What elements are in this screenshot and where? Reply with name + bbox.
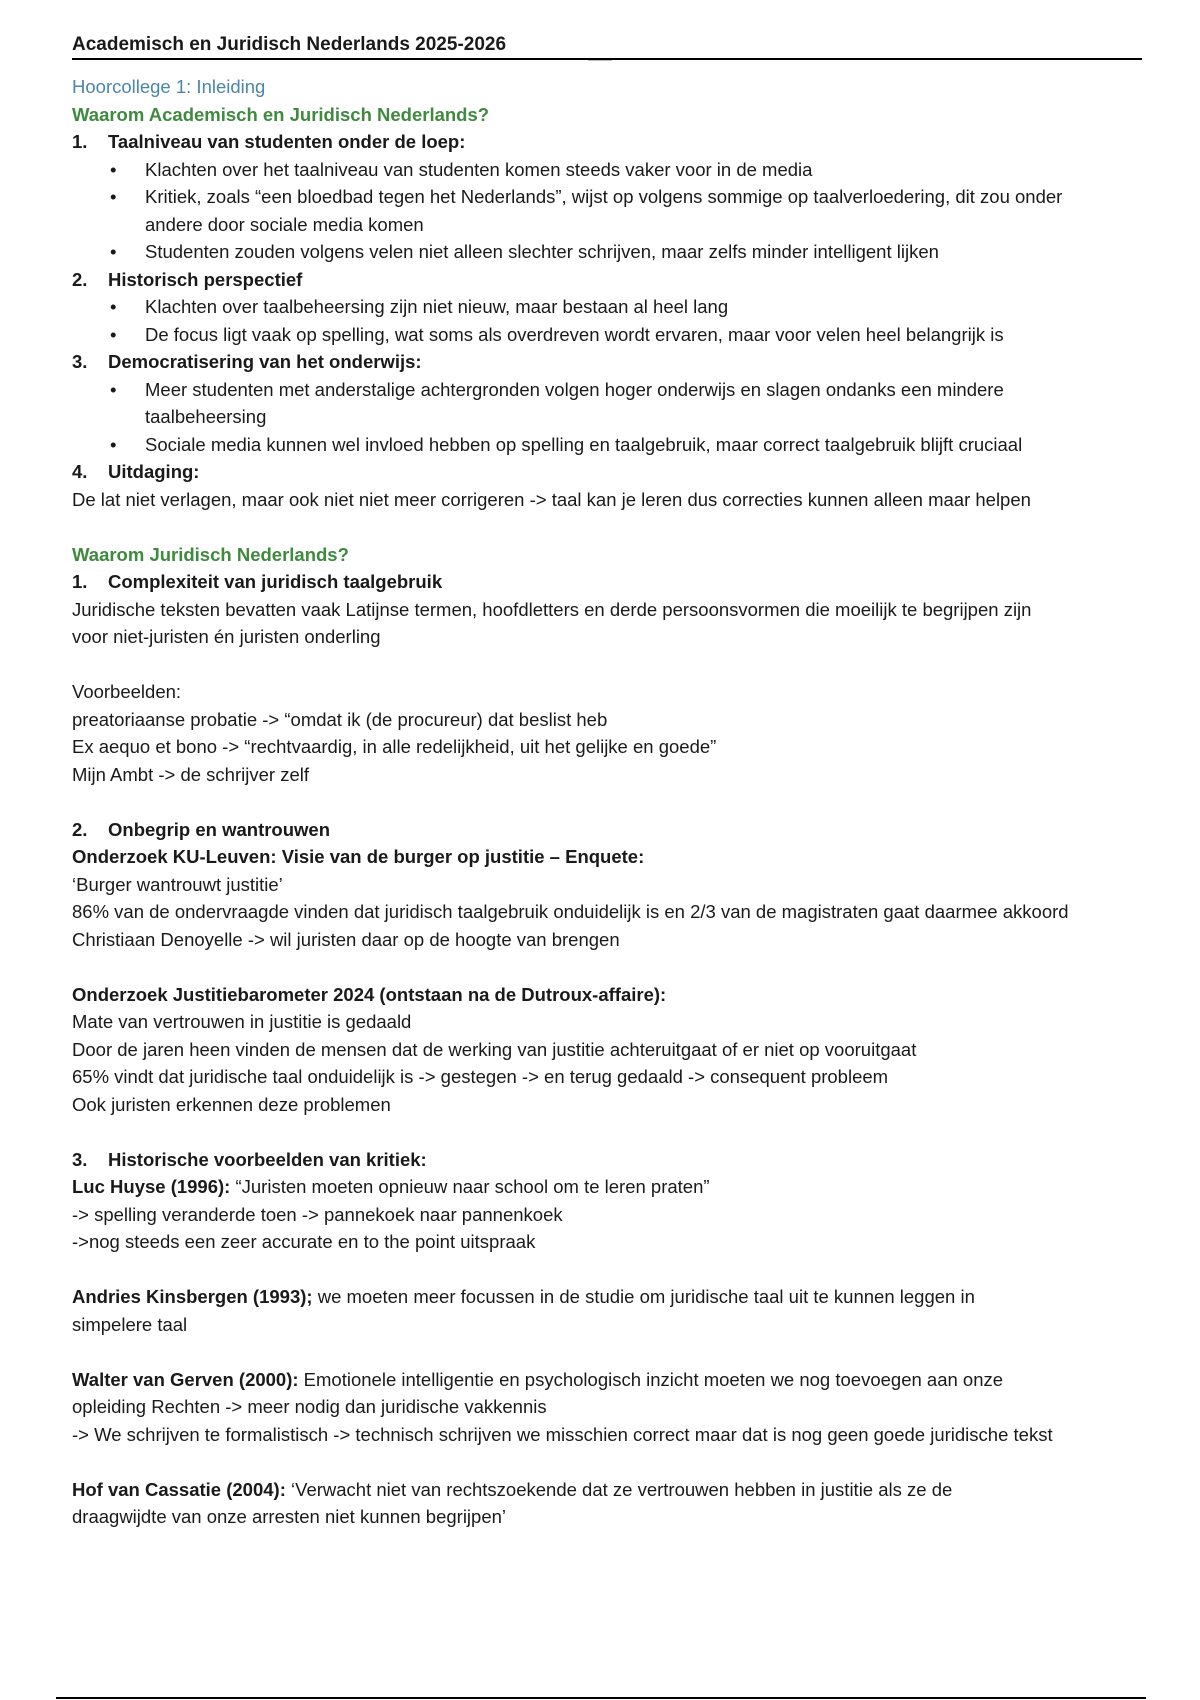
quote-text: we moeten meer focussen in de studie om juridische taal uit te kunnen leggen in simpelere taal: [72, 1286, 975, 1335]
bullet-item: • De focus ligt vaak op spelling, wat soms als overdreven wordt ervaren, maar voor velen heel belangrijk is: [72, 321, 1142, 349]
subsection-title: Complexiteit van juridisch taalgebruik: [108, 571, 443, 592]
examples-label: Voorbeelden:: [72, 681, 182, 702]
bullet-item: • Meer studenten met anderstalige achtergronden volgen hoger onderwijs en slagen ondanks een mindere taalbeheersing: [72, 376, 1075, 431]
subsection-3: [72, 1146, 1142, 1174]
example-line: Ex aequo et bono -> “rechtvaardig, in alle redelijkheid, uit het gelijke en goede”: [72, 736, 717, 757]
section1-heading: Waarom Academisch en Juridisch Nederlands?: [72, 103, 490, 125]
subsection-title: Onbegrip en wantrouwen: [108, 818, 331, 840]
list-number: 4.: [72, 461, 88, 482]
author-name: Luc Huyse (1996):: [72, 1176, 231, 1197]
subsection-title: Historische voorbeelden van kritiek:: [108, 1148, 427, 1170]
ku-line: Christiaan Denoyelle -> wil juristen daar op de hoogte van brengen: [72, 928, 620, 950]
list-item-3: [72, 348, 1142, 376]
paragraph-complexity: Juridische teksten bevatten vaak Latijnse termen, hoofdletters en derde persoonsvormen die moeilijk te begrijpen zijn voor niet-juristen én juristen onderling: [72, 598, 1032, 647]
bullet-item: • Studenten zouden volgens velen niet alleen slechter schrijven, maar zelfs minder intelligent lijken: [72, 238, 1142, 266]
list-number: 1.: [72, 571, 88, 592]
justitiebarometer-heading: Onderzoek Justitiebarometer 2024 (ontstaan na de Dutroux-affaire):: [72, 983, 667, 1005]
author-name: Hof van Cassatie (2004):: [72, 1478, 286, 1500]
quote-text: Emotionele intelligentie en psychologisch inzicht moeten we nog toevoegen aan onze opleiding Rechten -> meer nodig dan juridische vakkennis: [72, 1368, 1004, 1417]
cassatie-paragraph: [72, 1476, 1032, 1531]
subsection-2: [72, 816, 1142, 844]
header-divider-mark: [588, 60, 612, 61]
huyse-line: ->nog steeds een zeer accurate en to the point uitspraak: [72, 1231, 536, 1252]
section2-heading: Waarom Juridisch Nederlands?: [72, 543, 349, 565]
list-number: 2.: [72, 818, 88, 840]
list-item-1: [72, 128, 1142, 156]
bullet-item: • Klachten over het taalniveau van studenten komen steeds vaker voor in de media: [72, 156, 1142, 184]
subsection-1: [72, 568, 1142, 596]
list-number: 1.: [72, 131, 88, 152]
gerven-line2: -> We schrijven te formalistisch -> technisch schrijven we misschien correct maar dat is nog geen goede juridische tekst: [72, 1423, 1053, 1445]
challenge-text: De lat niet verlagen, maar ook niet niet meer corrigeren -> taal kan je leren dus correcties kunnen alleen maar helpen: [72, 488, 1031, 510]
page-header: [72, 32, 1142, 60]
document-title: Academisch en Juridisch Nederlands 2025-2026: [72, 34, 507, 55]
ku-line: ‘Burger wantrouwt justitie’: [72, 873, 283, 895]
list-number: 2.: [72, 268, 88, 290]
bullet-item: • Kritiek, zoals “een bloedbad tegen het Nederlands”, wijst op volgens sommige op taalverloedering, dit zou onder andere door sociale media komen: [72, 183, 1075, 238]
jb-line: Door de jaren heen vinden de mensen dat de werking van justitie achteruitgaat of er niet op vooruitgaat: [72, 1038, 917, 1060]
ku-leuven-heading: Onderzoek KU-Leuven: Visie van de burger op justitie – Enquete:: [72, 846, 645, 867]
huyse-quote: [72, 1173, 1142, 1201]
huyse-line: -> spelling veranderde toen -> pannekoek naar pannenkoek: [72, 1203, 563, 1225]
list-item-title: Uitdaging:: [108, 461, 200, 482]
example-line: Mijn Ambt -> de schrijver zelf: [72, 763, 309, 785]
author-name: Walter van Gerven (2000):: [72, 1368, 299, 1390]
bullet-item: • Klachten over taalbeheersing zijn niet nieuw, maar bestaan al heel lang: [72, 293, 1142, 321]
list-item-title: Democratisering van het onderwijs:: [108, 351, 422, 372]
jb-line: Mate van vertrouwen in justitie is gedaald: [72, 1011, 412, 1032]
list-number: 3.: [72, 351, 88, 372]
list-item-title: Historisch perspectief: [108, 268, 303, 290]
kinsbergen-paragraph: [72, 1283, 1052, 1338]
lecture-title: Hoorcollege 1: Inleiding: [72, 76, 266, 97]
jb-line: Ook juristen erkennen deze problemen: [72, 1093, 391, 1115]
list-item-2: [72, 266, 1142, 294]
example-line: preatoriaanse probatie -> “omdat ik (de procureur) dat beslist heb: [72, 708, 608, 730]
bullet-item: • Sociale media kunnen wel invloed hebben op spelling en taalgebruik, maar correct taalgebruik blijft cruciaal: [72, 431, 1142, 459]
quote-text: “Juristen moeten opnieuw naar school om te leren praten”: [230, 1176, 710, 1197]
jb-line: 65% vindt dat juridische taal onduidelijk is -> gestegen -> en terug gedaald -> consequent probleem: [72, 1066, 889, 1087]
author-name: Andries Kinsbergen (1993);: [72, 1286, 313, 1307]
footer-divider: [56, 1697, 1146, 1699]
ku-line: 86% van de ondervraagde vinden dat juridisch taalgebruik onduidelijk is en 2/3 van de magistraten gaat daarmee akkoord: [72, 901, 1069, 922]
document-body: [72, 73, 1142, 1531]
list-number: 3.: [72, 1148, 88, 1170]
quote-text: ‘Verwacht niet van rechtszoekende dat ze vertrouwen hebben in justitie als ze de draagwijdte van onze arresten niet kunnen begrijpen’: [72, 1478, 953, 1527]
list-item-4: [72, 458, 1142, 486]
list-item-title: Taalniveau van studenten onder de loep:: [108, 131, 466, 152]
gerven-paragraph: [72, 1366, 1082, 1421]
